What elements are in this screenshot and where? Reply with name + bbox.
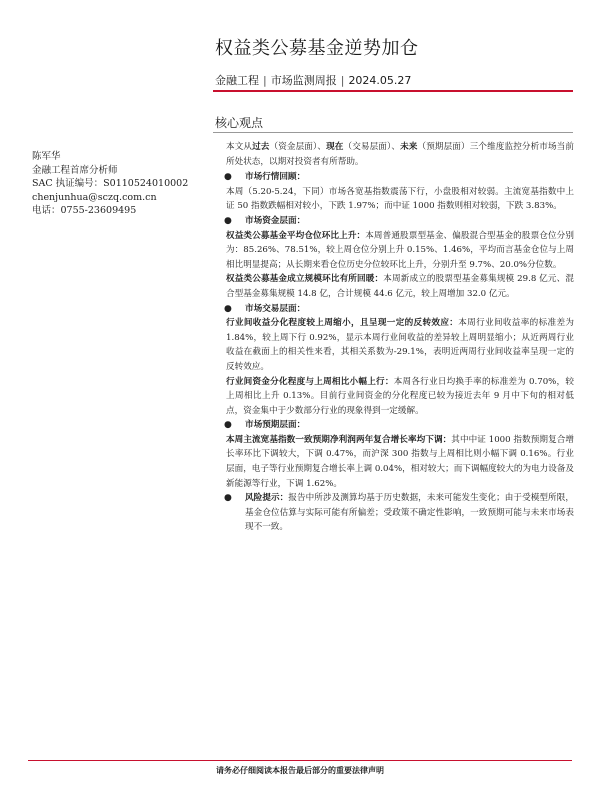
intro-text: （资金层面）、 xyxy=(269,142,327,152)
intro-keyword: 未来 xyxy=(400,142,418,152)
intro-keyword: 现在 xyxy=(326,142,344,152)
bullet-dot: ● xyxy=(224,493,232,504)
subpoint-heading: 权益类公募基金成立规模环比有所回暖： xyxy=(226,274,384,285)
subpoint-text: 本周各行业日均换手率的标准差为 0.70%，较上周相比上升 0.13%。目前行业间资金的分化程度已较为接近去年 9 月中下旬的相对低点，资金集中于少数部分行业的现象得到一定缓解。 xyxy=(226,376,574,416)
market-review-text: 本周（5.20-5.24，下同）市场各宽基指数震荡下行，小盘股相对较弱。主流宽基指数中上证 50 指数跌幅相对较小，下跌 1.97%；而中证 1000 指数则相对较弱，下跌 3.83%。 xyxy=(226,186,574,212)
report-subtitle xyxy=(215,72,411,88)
bullet-trading xyxy=(226,302,574,317)
bullet-risk xyxy=(226,491,574,535)
bullet-dot: ● xyxy=(224,172,232,183)
author-role: 金融工程首席分析师 xyxy=(32,164,118,176)
subtitle-date: 2024.05.27 xyxy=(348,74,412,87)
author-email: chenjunhua@sczq.com.cn xyxy=(32,191,157,203)
subpoint-heading: 本周主流宽基指数一致预期净利润两年复合增长率均下调： xyxy=(226,434,452,445)
footer-disclaimer: 请务必仔细阅读本报告最后部分的重要法律声明 xyxy=(216,765,384,775)
bullet-heading: 市场交易层面： xyxy=(245,303,306,314)
subpoint-heading: 行业间收益分化程度较上周缩小，且呈现一定的反转效应： xyxy=(226,318,459,329)
trading-return-text xyxy=(226,316,574,374)
risk-text: 报告中所涉及测算均基于历史数据，未来可能发生变化；由于受模型所限，基金仓位估算与实际可能有所偏差；受政策不确定性影响，一致预期可能与未来市场表现不一致。 xyxy=(245,493,574,533)
subtitle-separator: | xyxy=(263,74,267,87)
subpoint-text: 其中中证 1000 指数预期复合增长率环比下调较大，下调 0.47%，而沪深 300 指数与上周相比则小幅下调 0.16%。行业层面，电子等行业预期复合增长率上调 0.04%，相对较大；而下调幅度较大的为电力设备及新能源等行业，下调 1.62%。 xyxy=(226,434,575,489)
subtitle-series: 市场监测周报 xyxy=(270,74,337,87)
subtitle-separator: | xyxy=(340,74,345,87)
bullet-dot: ● xyxy=(224,420,232,431)
subtitle-category: 金融工程 xyxy=(215,74,259,87)
intro-text: 本文从 xyxy=(226,142,253,152)
title-divider xyxy=(213,90,573,92)
bullet-dot: ● xyxy=(224,215,232,226)
expectation-text xyxy=(226,433,574,491)
section-title: 核心观点 xyxy=(215,116,264,130)
author-sac: SAC 执证编号：S0110524010002 xyxy=(32,178,189,189)
bullet-heading: 市场资金层面： xyxy=(245,215,306,226)
bullet-heading: 市场预期层面： xyxy=(245,420,306,431)
author-info xyxy=(32,150,202,218)
funds-position-text xyxy=(226,229,574,273)
trading-turnover-text xyxy=(226,375,574,419)
intro-keyword: 过去 xyxy=(252,142,270,152)
bullet-expectation xyxy=(226,418,574,433)
author-phone: 电话：0755-23609495 xyxy=(32,205,137,216)
subpoint-text: 本周行业间收益率的标准差为 1.84%，较上周下行 0.92%，显示本周行业间收益的差异较上周明显缩小；从近两周行业收益在截面上的相关性来看，其相关系数为-29.1%，表明近两周行业间收益率呈现一定的反转效应。 xyxy=(226,318,574,372)
core-views xyxy=(226,140,574,535)
bullet-heading: 市场行情回顾： xyxy=(245,172,306,183)
intro-paragraph xyxy=(226,140,574,169)
funds-issuance-text xyxy=(226,272,574,301)
author-name: 陈军华 xyxy=(32,151,61,162)
footer-divider xyxy=(28,760,572,761)
intro-text: （交易层面）、 xyxy=(343,142,401,152)
subpoint-text: 本周普通股票型基金、偏股混合型基金的股票仓位分别为：85.26%、78.51%，较上周仓位分别上升 0.15%、1.46%，平均而言基金仓位与上周相比明显提高；从长期来看仓位历史分位较环比上升，分别升至 9.7%、20.0%分位数。 xyxy=(226,230,574,270)
subpoint-heading: 行业间资金分化程度与上周相比小幅上行： xyxy=(226,376,394,387)
subpoint-heading: 权益类公募基金平均仓位环比上升： xyxy=(226,230,366,241)
bullet-heading: 风险提示： xyxy=(245,493,289,504)
section-divider xyxy=(213,132,573,133)
intro-text: （预期层面）三个维度监控分析市场当前所处状态，以期对投资者有所帮助。 xyxy=(226,142,574,167)
bullet-funds xyxy=(226,214,574,229)
bullet-market-review xyxy=(226,170,574,185)
report-title: 权益类公募基金逆势加仓 xyxy=(215,38,419,59)
subpoint-text: 本周新成立的股票型基金募集规模 29.8 亿元、混合型基金募集规模 14.8 亿，合计规模 44.6 亿元，较上周增加 32.0 亿元。 xyxy=(226,274,574,299)
bullet-dot: ● xyxy=(224,303,232,314)
